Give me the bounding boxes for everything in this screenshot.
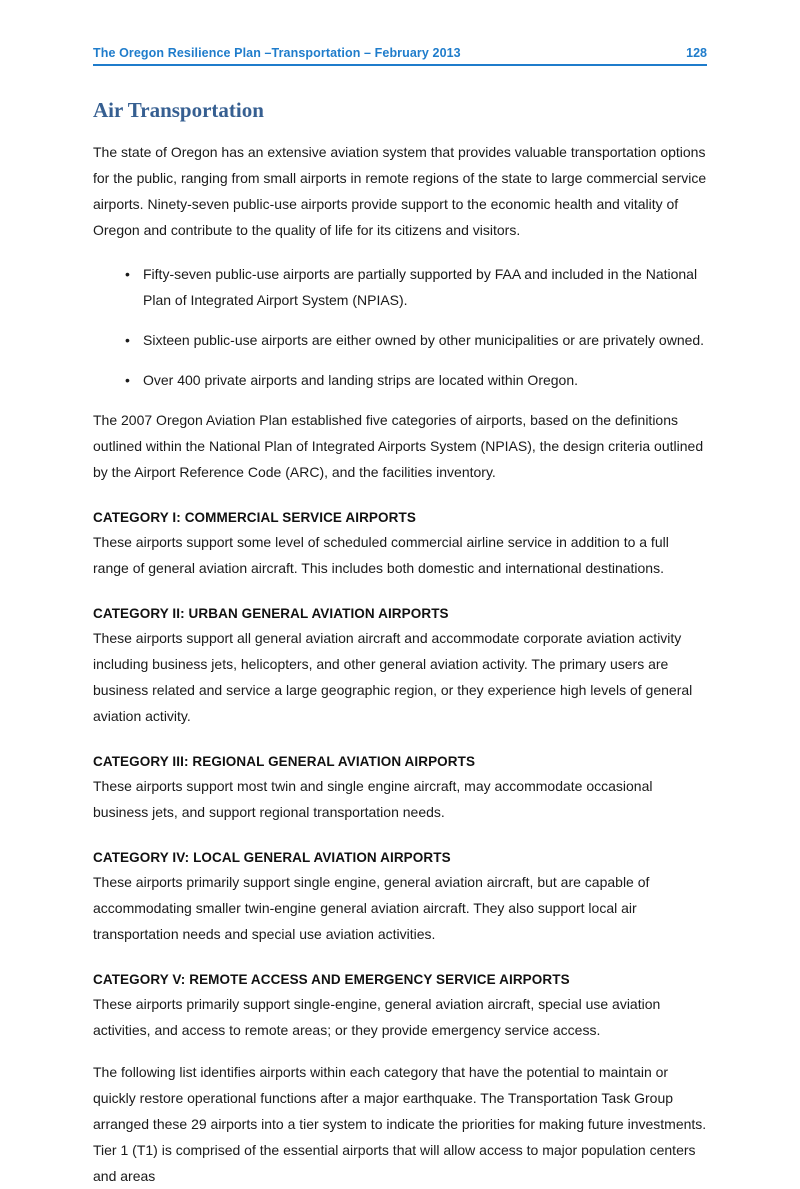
- category-body: These airports support most twin and single engine aircraft, may accommodate occasional business jets, and support regional transportation needs.: [93, 778, 653, 820]
- bullet-item: • Fifty-seven public-use airports are partially supported by FAA and included in the National Plan of Integrated Airport System (NPIAS).: [143, 261, 707, 313]
- plan-paragraph: The 2007 Oregon Aviation Plan established five categories of airports, based on the definitions outlined within the National Plan of Integrated Airports System (NPIAS), the design criteria outlined by the Airport Reference Code (ARC), and the facilities inventory.: [93, 412, 704, 480]
- closing-paragraph: The following list identifies airports within each category that have the potential to maintain or quickly restore operational functions after a major earthquake. The Transportation Task Group arranged these 29 airports into a tier system to indicate the priorities for making future investments. Tier 1 (T1) is comprised of the essential airports that will allow access to major population centers and areas: [93, 1064, 707, 1184]
- category-block: [93, 751, 707, 825]
- category-block: [93, 969, 707, 1043]
- running-header: [93, 46, 707, 66]
- running-header-title: The Oregon Resilience Plan –Transportation – February 2013: [93, 46, 461, 60]
- bullet-item: • Over 400 private airports and landing strips are located within Oregon.: [143, 367, 707, 393]
- page-number: 128: [686, 46, 707, 60]
- category-body: These airports primarily support single-engine, general aviation aircraft, special use aviation activities, and access to remote areas; or they provide emergency service access.: [93, 996, 661, 1038]
- category-block: [93, 847, 707, 947]
- category-body: These airports primarily support single engine, general aviation aircraft, but are capable of accommodating smaller twin-engine general aviation aircraft. They also support local air transportation needs and special use aviation activities.: [93, 874, 650, 942]
- category-block: [93, 603, 707, 729]
- category-heading: CATEGORY V: REMOTE ACCESS AND EMERGENCY SERVICE AIRPORTS: [93, 972, 570, 987]
- category-heading: CATEGORY IV: LOCAL GENERAL AVIATION AIRPORTS: [93, 850, 451, 865]
- category-body: These airports support all general aviation aircraft and accommodate corporate aviation activity including business jets, helicopters, and other general aviation activity. The primary users are business related and service a large geographic region, or they experience high levels of general aviation activity.: [93, 630, 693, 724]
- intro-paragraph: The state of Oregon has an extensive aviation system that provides valuable transportation options for the public, ranging from small airports in remote regions of the state to large commercial service airports. Ninety-seven public-use airports provide support to the economic health and vitality of Oregon and contribute to the quality of life for its citizens and visitors.: [93, 144, 707, 238]
- category-heading: CATEGORY I: COMMERCIAL SERVICE AIRPORTS: [93, 510, 416, 525]
- category-body: These airports support some level of scheduled commercial airline service in addition to a full range of general aviation aircraft. This includes both domestic and international destinations.: [93, 534, 669, 576]
- bullet-list: [93, 261, 707, 393]
- section-title: Air Transportation: [93, 98, 264, 122]
- bullet-item: • Sixteen public-use airports are either owned by other municipalities or are privately owned.: [143, 327, 707, 353]
- category-heading: CATEGORY II: URBAN GENERAL AVIATION AIRPORTS: [93, 606, 449, 621]
- category-block: [93, 507, 707, 581]
- category-heading: CATEGORY III: REGIONAL GENERAL AVIATION AIRPORTS: [93, 754, 476, 769]
